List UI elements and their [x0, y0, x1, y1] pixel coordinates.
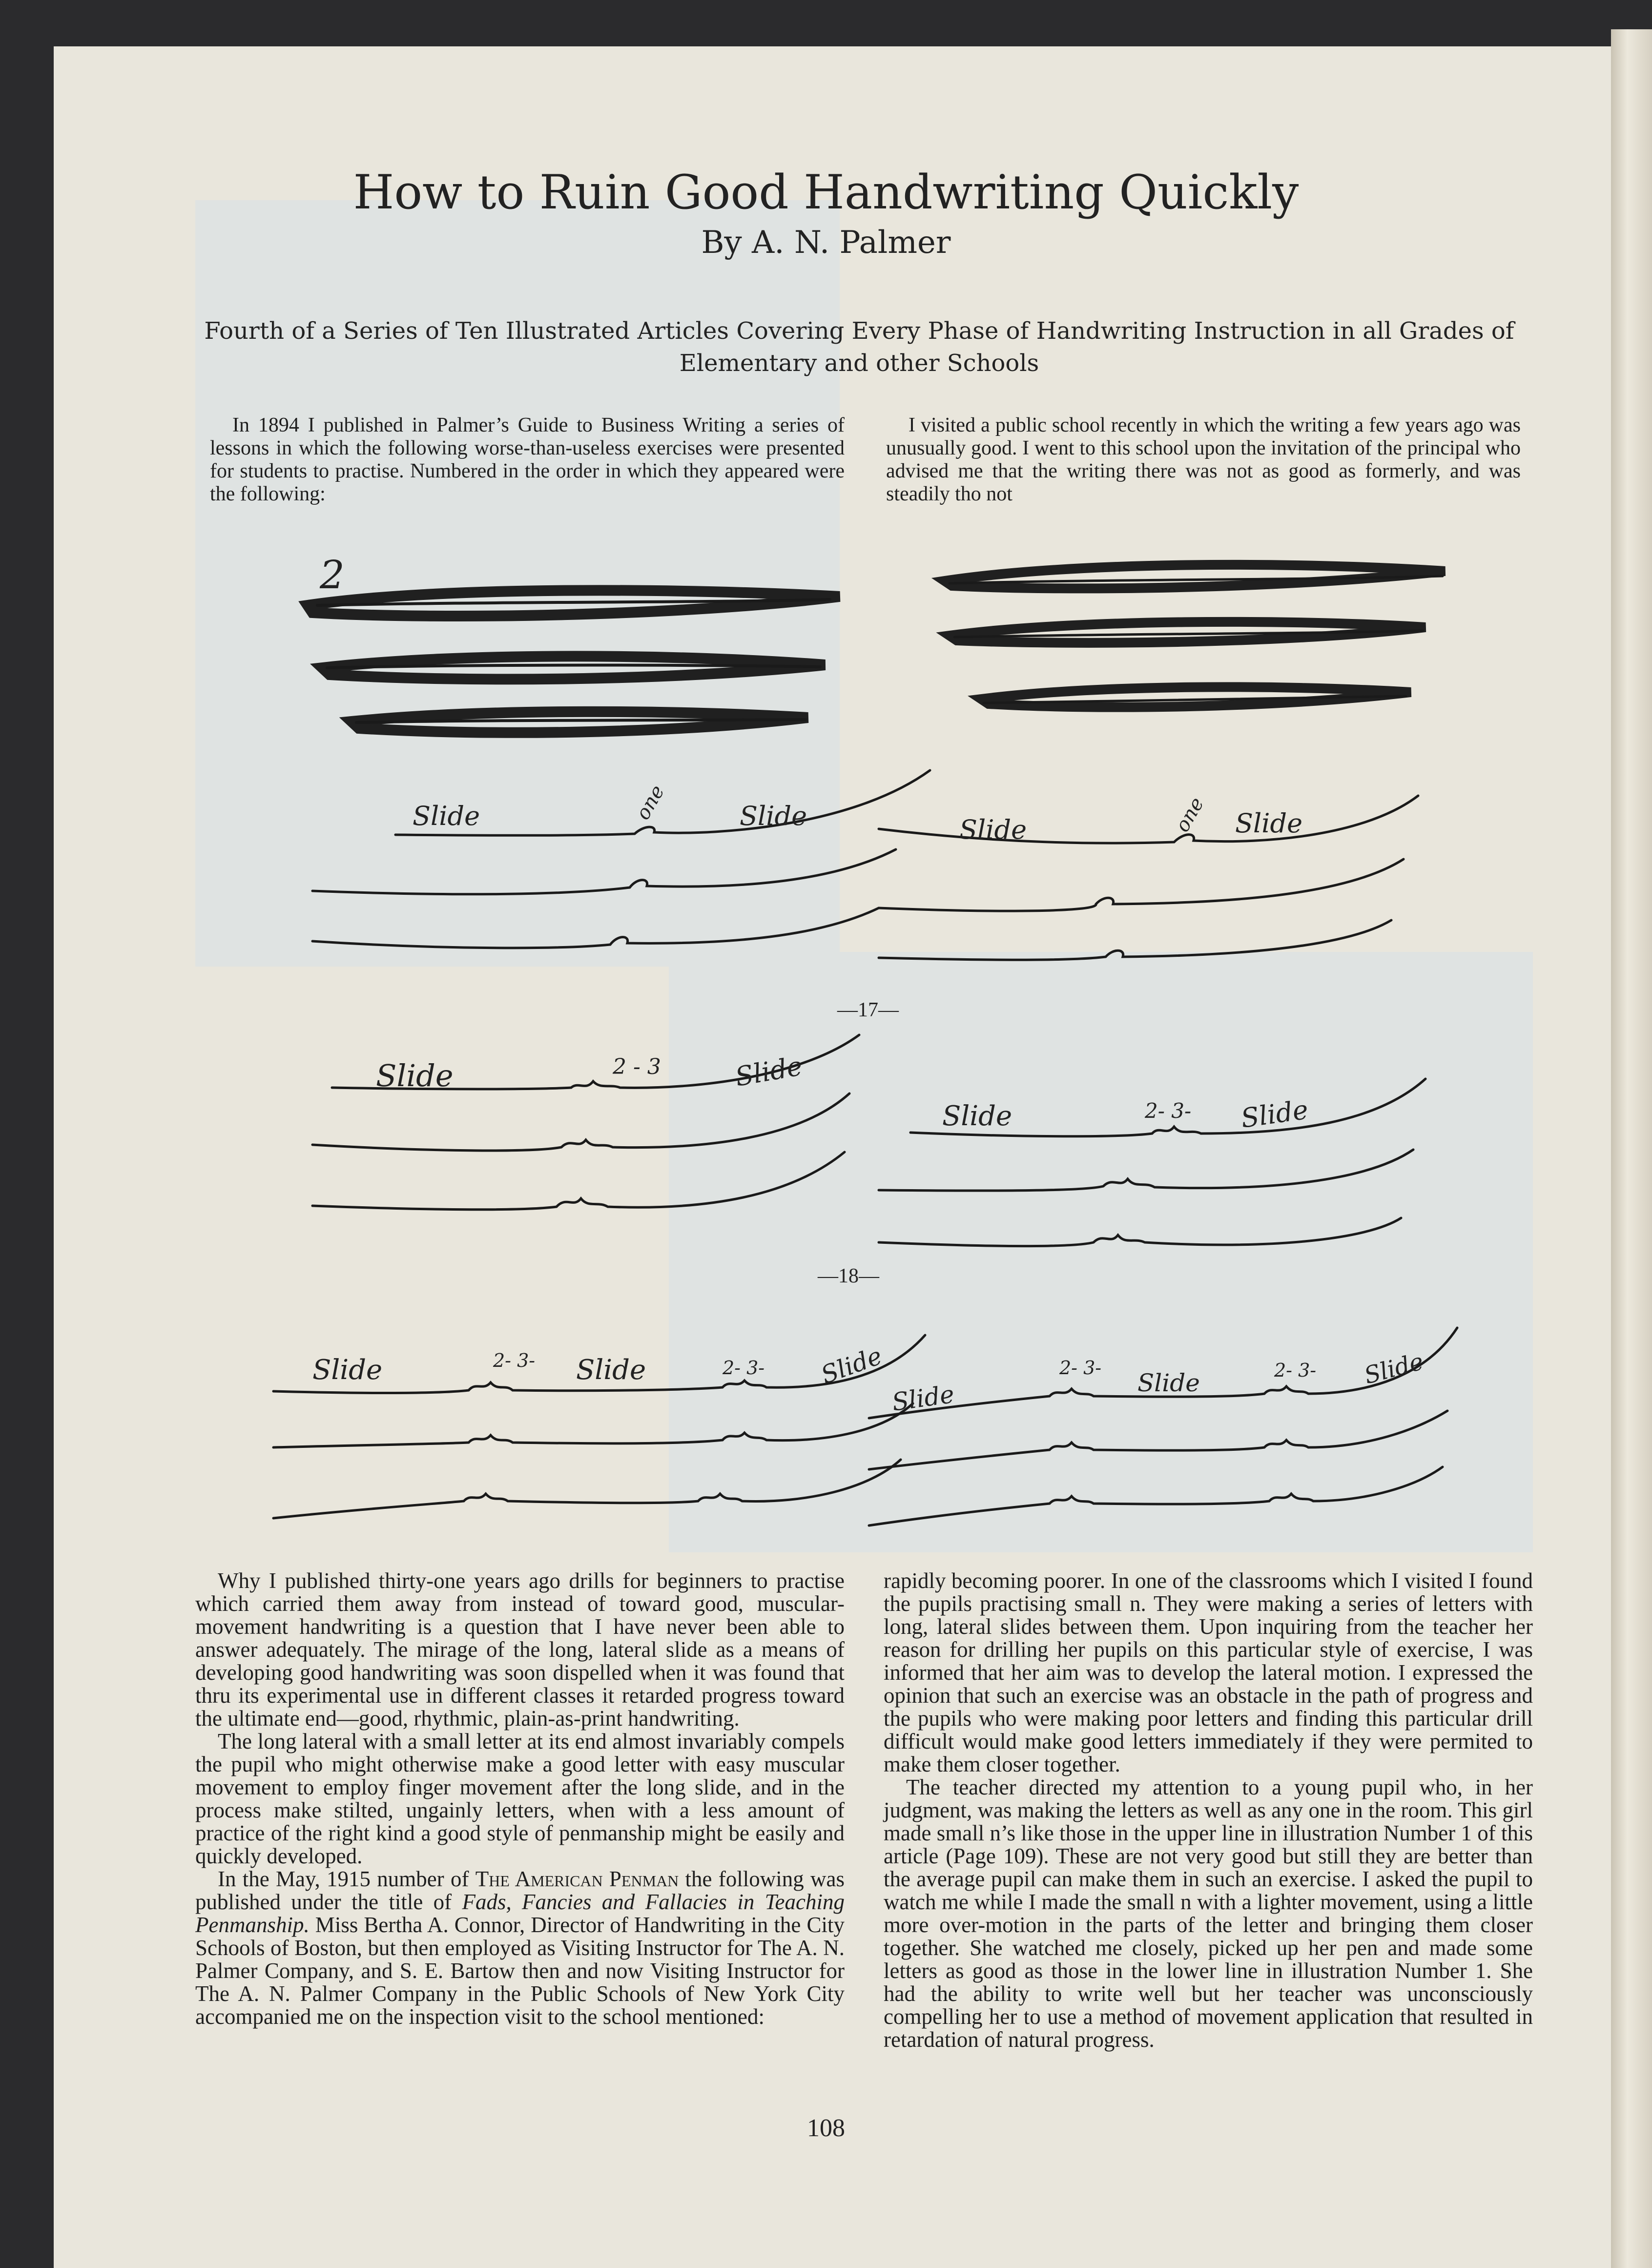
- fig17-right-slide-label: Slide: [942, 1100, 1012, 1132]
- article-subtitle: Fourth of a Series of Ten Illustrated Articles Covering Every Phase of Handwriting Instruction in all Grades of Elementary and other Schools: [204, 317, 1514, 377]
- fig17-right-numbers: 2- 3-: [1145, 1099, 1192, 1123]
- body-left-paragraph-1: Why I published thirty-one years ago drills for beginners to practise which carried them away from instead of toward good, muscular-movement handwriting is a question that I have never been able to answer adequately. The mirage of the long, lateral slide as a means of developing good handwriting was soon dispelled when it was found that thru its experimental use in different classes it retarded progress toward the ultimate end—good, rhythmic, plain-as-print handwriting.: [195, 1568, 845, 1731]
- fig-one-left-one-label: one: [631, 781, 669, 824]
- fig18-right-slide-label: Slide: [890, 1380, 956, 1417]
- body-left-paragraph-3-text-a: In the May, 1915 number of: [218, 1867, 475, 1891]
- fig18-right: [869, 1328, 1457, 1526]
- body-left-paragraph-2: The long lateral with a small letter at its end almost invariably compels the pupil who might otherwise make a good letter with easy muscular movement to employ finger movement after the long slide, and in the process make stilted, ungainly letters, when with a less amount of practice of the right kind a good style of penmanship might be easily and quickly developed.: [195, 1729, 845, 1868]
- article-title: How to Ruin Good Handwriting Quickly: [353, 165, 1299, 220]
- fig-one-right-slide-label-2: Slide: [1235, 808, 1303, 839]
- fig18-right-numbers: 2- 3-: [1059, 1357, 1102, 1379]
- body-left-paragraph-3-text-b: the following was published under the title of: [195, 1867, 845, 1914]
- magazine-name: The American Penman: [475, 1867, 679, 1891]
- body-right-paragraph-1: rapidly becoming poorer. In one of the classrooms which I visited I found the pupils practising small n. They were making a series of letters with long, lateral slides between them. Upon inquiring from the teacher her reason for drilling her pupils on this particular style of exercise, I was informed that her aim was to develop the lateral motion. I expressed the opinion that such an exercise was an obstacle in the path of progress and the pupils who were making poor letters and finding this particular drill difficult would make good letters immediately if they were permited to make them closer together.: [884, 1568, 1533, 1776]
- intro-left-text: In 1894 I published in Palmer’s Guide to Business Writing a series of lessons in which the following worse-than-useless exercises were presented for students to practise. Numbered in the order in which they appeared were the following:: [210, 414, 845, 505]
- intro-right-text: I visited a public school recently in which the writing a few years ago was unusually good. I went to this school upon the invitation of the principal who advised me that the writing there was not as good as formerly, and was steadily tho not: [886, 414, 1521, 505]
- fig18-left-slide-label-3: Slide: [817, 1341, 886, 1390]
- figure-17-number: —17—: [837, 999, 899, 1021]
- fig-one-left-slide-label-2: Slide: [740, 801, 807, 831]
- body-left-paragraph-3-text-c: Miss Bertha A. Connor, Director of Handwriting in the City Schools of Boston, but then employed as Visiting Instructor for The A. N. Palmer Company, and S. E. Bartow then and now Visiting Instructor for The A. N. Palmer Company in the Public Schools of New York City accompanied me on the inspection visit to the school mentioned:: [195, 1913, 845, 2029]
- article-byline: By A. N. Palmer: [701, 225, 951, 261]
- body-right-column: [884, 1569, 1533, 2051]
- article-reference-title: Fads, Fancies and Fallacies in Teaching Penmanship.: [195, 1890, 845, 1937]
- fig18-left-slide-label-2: Slide: [576, 1354, 646, 1386]
- fig18-left-numbers-2: 2- 3-: [723, 1357, 765, 1379]
- fig18-right-numbers-2: 2- 3-: [1274, 1360, 1317, 1381]
- fig17-left-slide-label-2: Slide: [733, 1050, 805, 1093]
- figure-labels: [312, 782, 1426, 1417]
- page-number: 108: [807, 2114, 845, 2142]
- fig-one-right-one-label: one: [1171, 793, 1209, 836]
- body-right-paragraph-2: The teacher directed my attention to a young pupil who, in her judgment, was making the letters as well as any one in the room. This girl made small n’s like those in the upper line in illustration Number 1 of this article (Page 109). These are not very good but still they are better than the average pupil can make them in such an exercise. I asked the pupil to watch me while I made the small n with a lighter movement, using a little more over-motion in the parts of the letter and bringing them closer together. She watched me closely, picked up her pen and made some letters as good as those in the lower line in illustration Number 1. She had the ability to write well but her teacher was unconsciously compelling her to use a method of movement application that resulted in retardation of natural progress.: [884, 1775, 1533, 2052]
- fig18-left-numbers: 2- 3-: [493, 1350, 536, 1371]
- fig2-left-scribbles: [308, 552, 840, 733]
- fig17-left-slide-label: Slide: [376, 1058, 454, 1093]
- fig2-right-scribbles: [945, 565, 1445, 707]
- fig2-number: 2: [320, 552, 345, 598]
- fig18-right-slide-label-2: Slide: [1137, 1369, 1200, 1397]
- fig18-left-slide-label: Slide: [312, 1354, 383, 1386]
- fig-one-left-slide-label: Slide: [413, 801, 480, 831]
- figure-18-number: —18—: [818, 1265, 879, 1287]
- body-left-column: [195, 1569, 845, 2028]
- fig-one-right-slide-label: Slide: [959, 814, 1027, 845]
- fig17-left-numbers: 2 - 3: [613, 1054, 661, 1079]
- body-left-paragraph-3: [195, 1868, 845, 2028]
- fig17-right-slide-label-2: Slide: [1239, 1094, 1310, 1134]
- fig-one-left: [312, 770, 930, 948]
- fig18-right-slide-label-3: Slide: [1361, 1347, 1426, 1390]
